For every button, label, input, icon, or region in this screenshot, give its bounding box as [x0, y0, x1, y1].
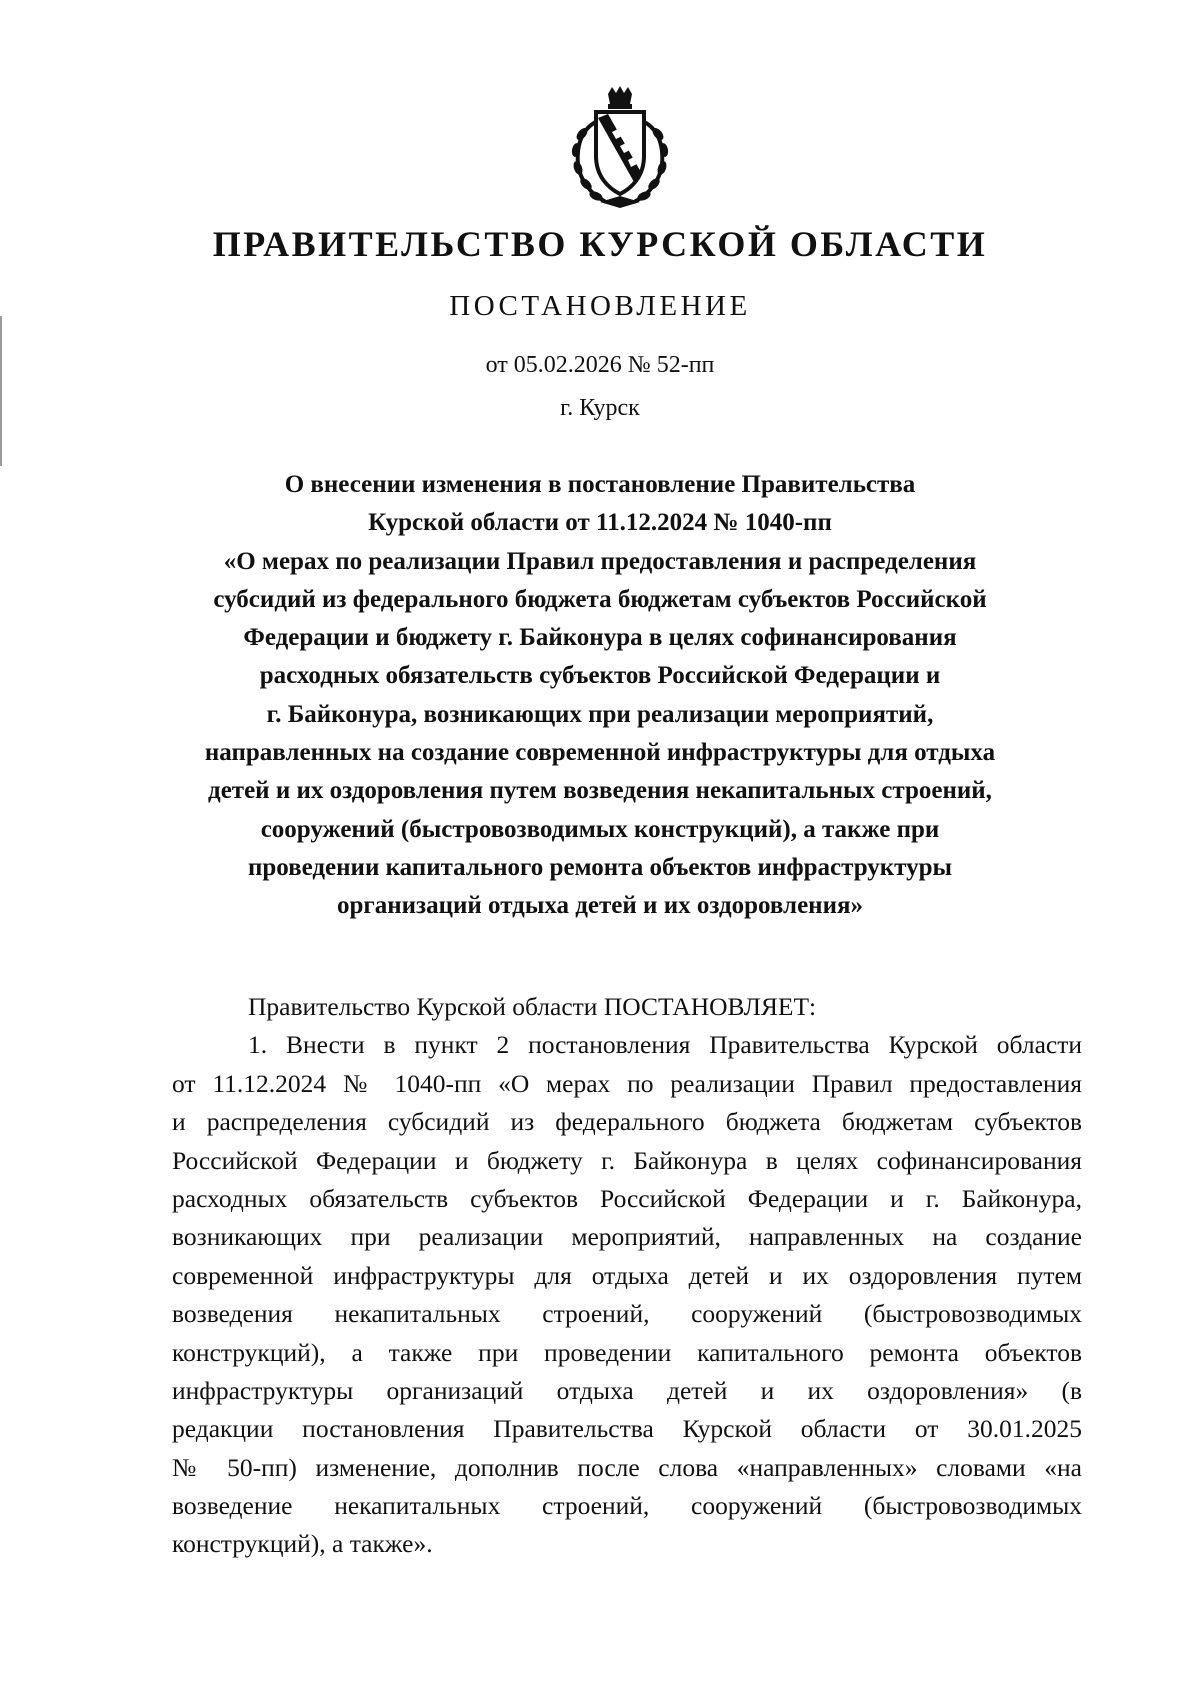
- kursk-coat-of-arms-icon: [556, 84, 684, 212]
- document-body: [172, 988, 1082, 1564]
- heading-line: направленных на создание современной инфраструктуры для отдыха: [204, 739, 996, 767]
- heading-line: сооружений (быстровозводимых конструкций), а также при: [260, 815, 940, 843]
- body-line: 1. Внести в пункт 2 постановления Правительства Курской области: [248, 1030, 1082, 1060]
- body-line: возведения некапитальных строений, сооружений (быстровозводимых: [172, 1299, 1082, 1329]
- body-line: № 50-пп) изменение, дополнив после слова «направленных» словами «на: [172, 1452, 1082, 1482]
- body-line: конструкций), а также».: [172, 1529, 433, 1559]
- body-line: от 11.12.2024 № 1040-пп «О мерах по реализации Правил предоставления: [172, 1068, 1082, 1098]
- body-line: современной инфраструктуры для отдыха детей и их оздоровления путем: [172, 1260, 1082, 1290]
- heading-line: О внесении изменения в постановление Правительства: [284, 471, 916, 498]
- heading-line: детей и их оздоровления путем возведения некапитальных строений,: [208, 777, 992, 805]
- body-line: возведение некапитальных строений, сооружений (быстровозводимых: [172, 1491, 1082, 1521]
- body-line: расходных обязательств субъектов Российской Федерации и г. Байконура,: [172, 1183, 1082, 1213]
- body-line: и распределения субсидий из федерального бюджета бюджетам субъектов: [172, 1107, 1082, 1137]
- heading-line: субсидий из федерального бюджета бюджетам субъектов Российской: [213, 585, 987, 613]
- document-type: ПОСТАНОВЛЕНИЕ: [449, 290, 751, 322]
- heading-line: организаций отдыха детей и их оздоровления»: [336, 892, 863, 920]
- body-line: редакции постановления Правительства Курской области от 30.01.2025: [172, 1414, 1082, 1444]
- heading-line: г. Байконура, возникающих при реализации мероприятий,: [266, 700, 934, 728]
- heading-line: «О мерах по реализации Правил предоставления и распределения: [223, 547, 977, 575]
- body-line: Российской Федерации и бюджету г. Байконура в целях софинансирования: [172, 1145, 1082, 1175]
- heading-line: Курской области от 11.12.2024 № 1040-пп: [368, 509, 832, 537]
- government-title: ПРАВИТЕЛЬСТВО КУРСКОЙ ОБЛАСТИ: [212, 224, 988, 264]
- resolves-paragraph: Правительство Курской области ПОСТАНОВЛЯЕТ:: [248, 992, 817, 1021]
- scan-margin-mark: [0, 316, 2, 466]
- document-heading: [175, 466, 1025, 926]
- document-city: г. Курск: [560, 395, 640, 421]
- heading-line: расходных обязательств субъектов Российской Федерации и: [259, 662, 941, 690]
- document-date-number: от 05.02.2026 № 52-пп: [485, 352, 715, 378]
- heading-line: Федерации и бюджету г. Байконура в целях софинансирования: [243, 624, 957, 652]
- body-line: инфраструктуры организаций отдыха детей и их оздоровления» (в: [172, 1375, 1082, 1405]
- body-line: конструкций), а также при проведении капитального ремонта объектов: [172, 1337, 1082, 1367]
- body-line: возникающих при реализации мероприятий, направленных на создание: [172, 1222, 1082, 1252]
- heading-line: проведении капитального ремонта объектов инфраструктуры: [247, 853, 953, 881]
